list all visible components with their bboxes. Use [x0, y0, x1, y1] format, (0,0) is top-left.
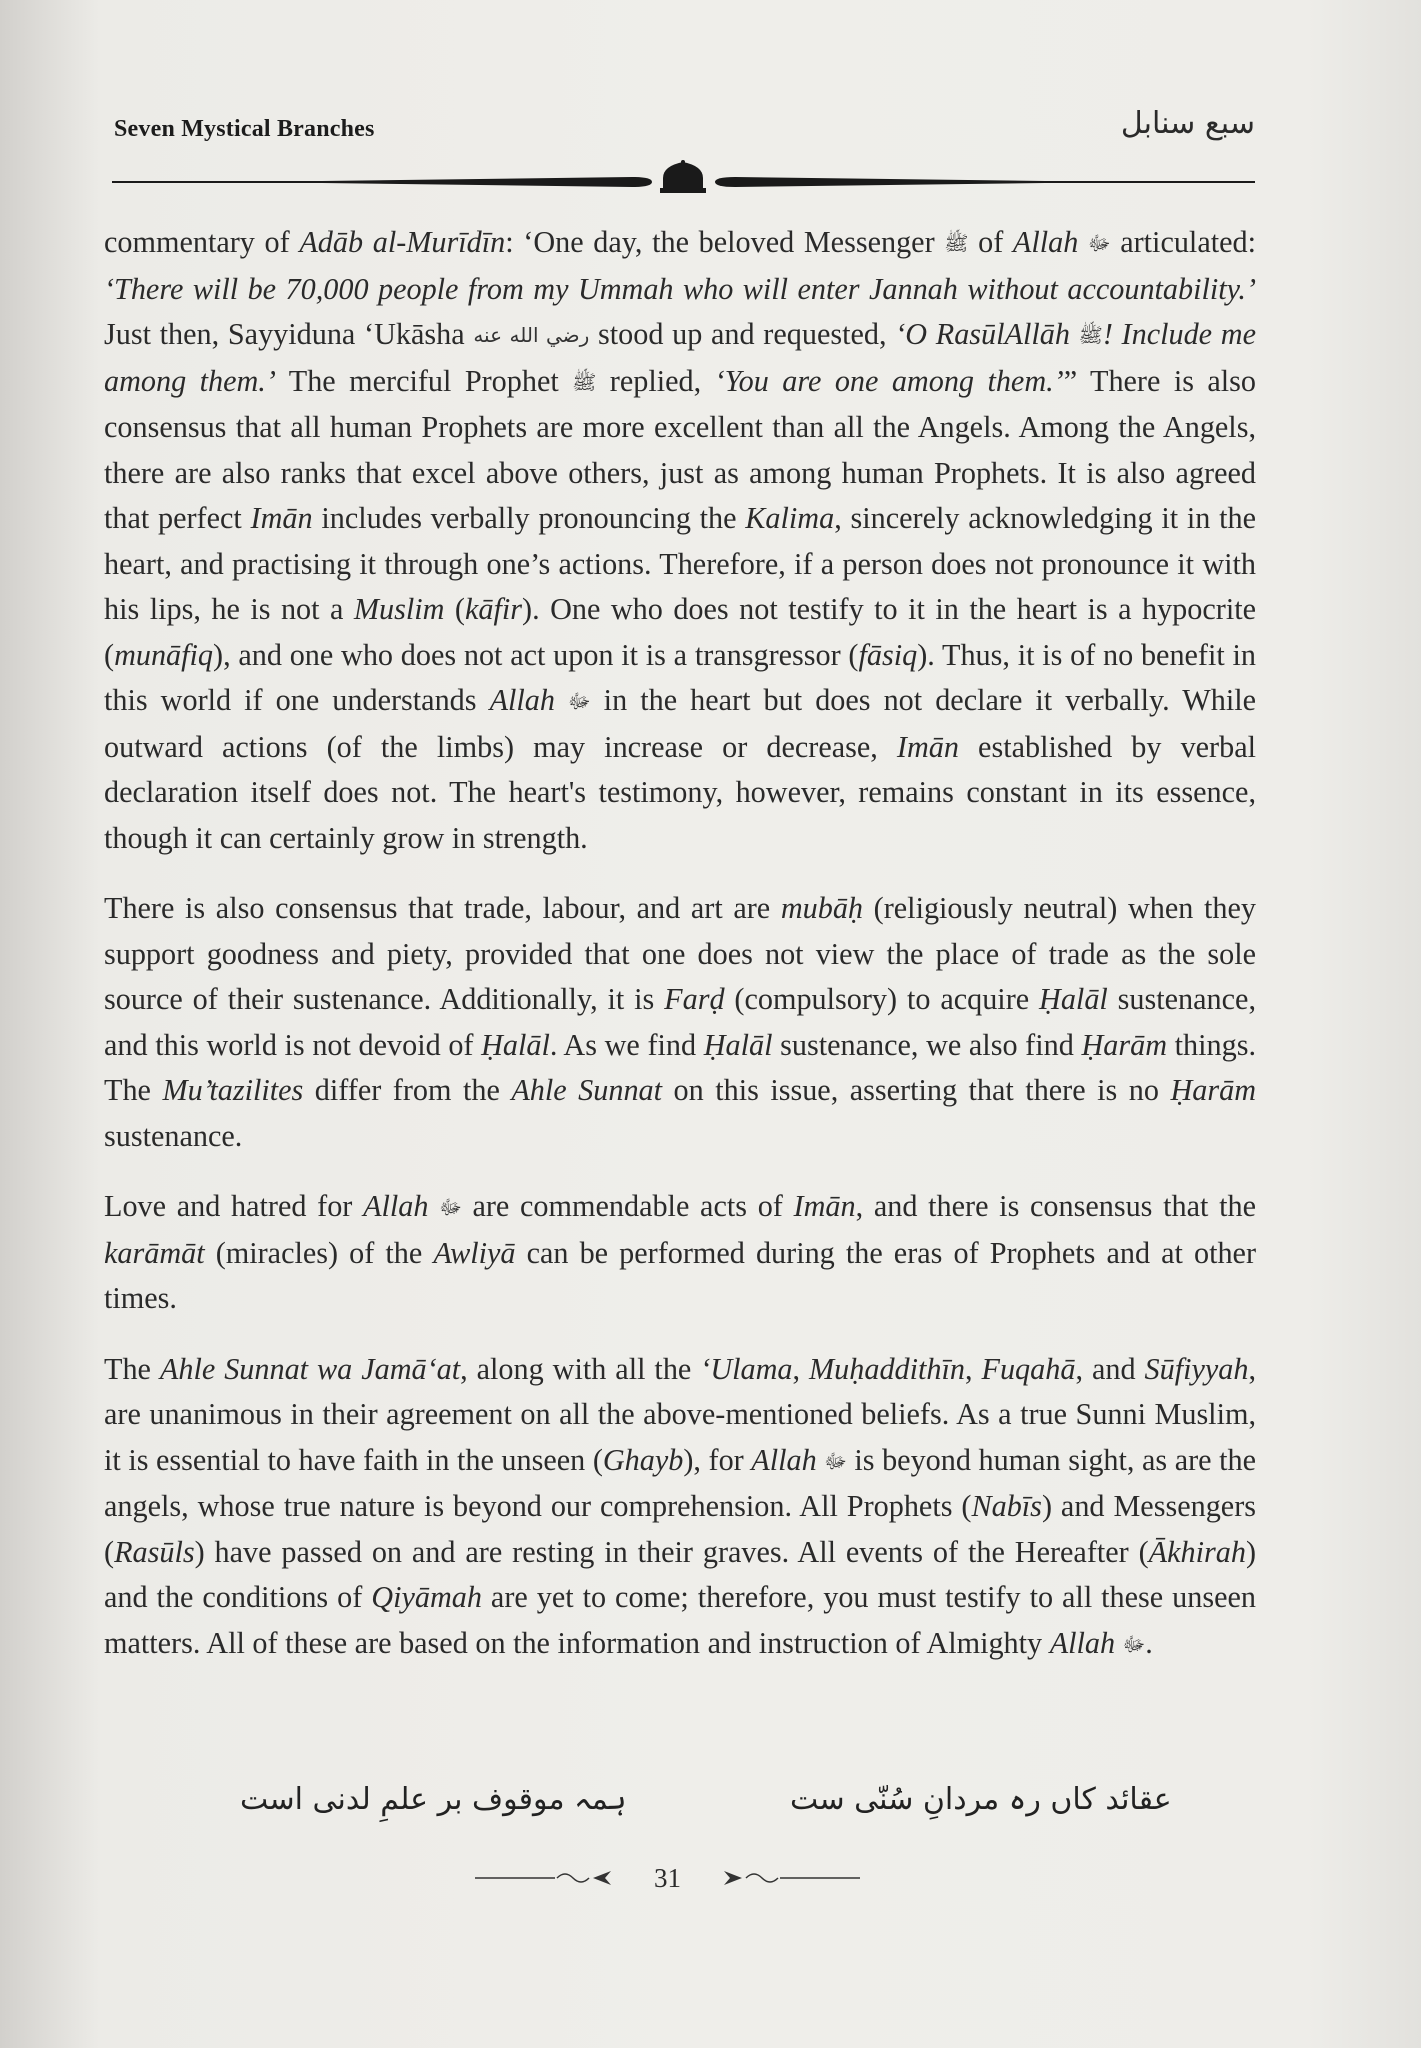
italic-term: Nabīs — [971, 1489, 1042, 1523]
italic-term: Ḥalāl — [481, 1027, 550, 1062]
honorific-glyph: ﷺ — [944, 231, 969, 255]
text-run: ), and one who does not act upon it is a transgressor ( — [213, 637, 859, 672]
text-run: sustenance, and this world is not devoid of — [104, 982, 1256, 1062]
text-run: : ‘One day, the beloved Messenger — [505, 225, 945, 259]
text-run: articulated: — [1110, 225, 1256, 259]
text-run: includes verbally pronouncing the — [312, 501, 746, 535]
text-run: ” There is also consensus that all human Prophets are more excellent than all the Angels. Among the Angels, there are also ranks that excel above others, just as among human Prophets. It is also agreed that perfect — [104, 363, 1257, 535]
urdu-couplet-right: عقائد کاں رہ مردانِ سُنّی ست — [790, 1782, 1172, 1817]
italic-term: karāmāt — [104, 1235, 205, 1270]
header-divider — [112, 160, 1255, 194]
italic-term: Fuqahā — [981, 1351, 1076, 1386]
urdu-couplet-left: ہمہ موقوف بر علمِ لدنی است — [240, 1782, 627, 1817]
text-run: (compulsory) to acquire — [724, 982, 1040, 1016]
honorific-glyph: رضي الله عنه — [473, 323, 590, 347]
italic-term: Imān — [896, 729, 959, 764]
text-run: things. The — [104, 1027, 1256, 1107]
italic-term: munāfiq — [114, 637, 214, 672]
running-header — [110, 106, 1255, 152]
text-run: stood up and requested, — [589, 317, 896, 351]
italic-term: Kalima — [745, 501, 835, 535]
text-run: differ from the — [303, 1073, 512, 1107]
italic-term: Rasūls — [114, 1534, 195, 1569]
text-run: , and there is consensus that the — [855, 1189, 1256, 1223]
honorific-glyph: ﷺ — [572, 369, 597, 394]
paragraph-2 — [104, 886, 1256, 1159]
italic-term: Awliyā — [433, 1235, 516, 1270]
text-run: can be performed during the eras of Prophets and at other times. — [104, 1235, 1257, 1315]
text-run: ( — [444, 592, 465, 626]
text-run: of — [968, 225, 1013, 259]
text-run: , along with all the — [460, 1351, 701, 1386]
text-run: established by verbal declaration itself does not. The heart's testimony, however, remains constant in its essence, though it can certainly grow in strength. — [104, 729, 1256, 855]
text-run: ) and Messengers ( — [104, 1489, 1256, 1569]
honorific-glyph: ﷻ — [568, 689, 591, 713]
text-run: . — [1145, 1625, 1153, 1660]
page-number: 31 — [654, 1863, 681, 1893]
italic-term: ‘There will be 70,000 people from my Ummah who will enter Jannah without accountability.’ — [104, 271, 1256, 306]
paragraph-3 — [104, 1184, 1256, 1322]
italic-term: Ḥarām — [1081, 1027, 1167, 1062]
italic-term: Ḥalāl — [703, 1027, 773, 1062]
text-run: , — [792, 1351, 810, 1386]
italic-term: Muslim — [353, 592, 445, 626]
italic-term: Sūfiyyah — [1144, 1351, 1249, 1386]
italic-term: Farḍ — [664, 982, 725, 1016]
text-run: sustenance, we also find — [772, 1027, 1082, 1062]
italic-term: Allah — [1049, 1625, 1116, 1660]
italic-term: Ḥalāl — [1039, 982, 1108, 1016]
honorific-glyph: ﷻ — [1087, 231, 1111, 255]
italic-term: Muḥaddithīn — [809, 1351, 965, 1386]
honorific-glyph: ﷻ — [824, 1448, 847, 1473]
text-run: (religiously neutral) when they support goodness and piety, provided that one does not view the place of trade as the sole source of their sustenance. Additionally, it is — [104, 891, 1256, 1016]
paragraph-1 — [104, 220, 1256, 861]
italic-term: Allah — [489, 683, 555, 717]
paragraph-4 — [104, 1347, 1256, 1668]
text-run: is beyond human sight, as are the angels, whose true nature is beyond our comprehension. All Prophets ( — [104, 1442, 1257, 1523]
text-run: are yet to come; therefore, you must testify to all these unseen matters. All of these are based on the information and instruction of Almighty — [104, 1580, 1256, 1660]
italic-term: ‘Ulama — [700, 1351, 793, 1386]
italic-term: Mu’tazilites — [162, 1073, 304, 1107]
text-run: ). One who does not testify to it in the heart is a hypocrite ( — [104, 592, 1256, 672]
text-run: ). Thus, it is of no benefit in this world if one understands — [104, 637, 1256, 717]
text-run: . As we find — [549, 1027, 704, 1062]
text-run: , and — [1075, 1351, 1145, 1386]
text-run: commentary of — [104, 225, 300, 259]
text-run: , are unanimous in their agreement on all the above-mentioned beliefs. As a true Sunni Muslim, it is essential to have faith in the unseen ( — [104, 1351, 1256, 1477]
running-header-title: Seven Mystical Branches — [114, 116, 375, 142]
italic-term: mubāḥ — [780, 891, 864, 925]
italic-term: fāsiq — [858, 637, 918, 672]
text-run: The — [104, 1351, 160, 1386]
calligraphy-logo: سبع سنابل — [1120, 106, 1255, 141]
text-run — [1115, 1626, 1123, 1660]
italic-term: ‘You are one among them.’ — [714, 363, 1064, 398]
italic-term: ‘O RasūlAllāh — [895, 317, 1070, 351]
text-run — [1078, 225, 1088, 259]
text-run: on this issue, asserting that there is no — [662, 1073, 1171, 1107]
text-run: Love and hatred for — [104, 1189, 364, 1223]
text-run: There is also consensus that trade, labour, and art are — [104, 891, 781, 925]
text-run — [428, 1189, 439, 1223]
honorific-glyph: ﷻ — [439, 1195, 462, 1219]
dome-divider-icon — [112, 160, 1255, 193]
text-run: are commendable acts of — [461, 1189, 794, 1223]
italic-term: Ghayb — [602, 1442, 684, 1477]
text-run: , sincerely acknowledging it in the heart, and practising it through one’s actions. Therefore, if a person does not pronounce it with his lips, he is not a — [104, 501, 1256, 626]
body-text — [104, 220, 1256, 1692]
text-run: Just then, Sayyiduna ‘Ukāsha — [104, 317, 474, 351]
text-run: The merciful Prophet — [275, 363, 573, 398]
honorific-glyph: ﷺ — [1078, 323, 1103, 347]
italic-term: Allah — [751, 1442, 817, 1477]
text-run: (miracles) of the — [204, 1235, 434, 1270]
text-run: ), for — [683, 1442, 752, 1477]
italic-term: Allah — [1012, 225, 1079, 259]
italic-term: ! Include me among them.’ — [104, 317, 1256, 398]
italic-term: Imān — [250, 501, 313, 535]
text-run: , — [965, 1351, 982, 1386]
text-run: ) have passed on and are resting in their graves. All events of the Hereafter ( — [194, 1534, 1149, 1569]
text-run — [555, 683, 568, 717]
text-run: in the heart but does not declare it verbally. While outward actions (of the limbs) may increase or decrease, — [104, 683, 1257, 764]
text-run: ) and the conditions of — [104, 1534, 1256, 1614]
text-run: replied, — [596, 363, 715, 398]
page-footer — [475, 1860, 860, 1896]
italic-term: kāfir — [465, 592, 523, 626]
italic-term: Ahle Sunnat — [511, 1073, 663, 1107]
text-run: sustenance. — [104, 1118, 243, 1153]
italic-term: Qiyāmah — [371, 1580, 482, 1614]
italic-term: Ahle Sunnat wa Jamā‘at — [159, 1351, 461, 1386]
italic-term: Imān — [793, 1189, 856, 1223]
italic-term: Ākhirah — [1148, 1534, 1246, 1569]
text-run — [1070, 317, 1079, 351]
italic-term: Adāb al-Murīdīn — [299, 225, 506, 259]
honorific-glyph: ﷻ — [1122, 1631, 1146, 1656]
italic-term: Allah — [363, 1189, 429, 1223]
italic-term: Ḥarām — [1170, 1073, 1256, 1107]
